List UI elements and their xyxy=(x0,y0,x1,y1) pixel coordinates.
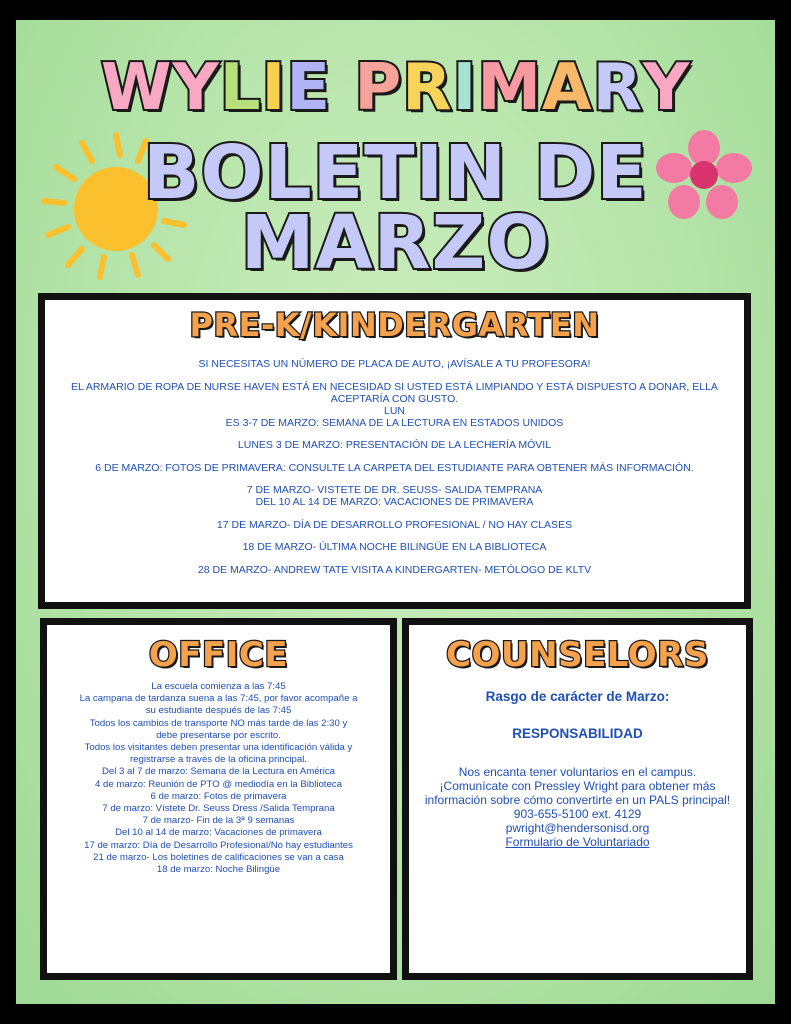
volunteer-text: Nos encanta tener voluntarios en el campus. ¡Comunícate con Pressley Wright para obtener más información sobre cómo convertirte en un PALS principal! xyxy=(424,765,731,807)
newsletter-page xyxy=(16,20,775,1004)
kinder-item: LUNES 3 DE MARZO: PRESENTACIÓN DE LA LECHERÍA MÓVIL xyxy=(237,439,552,451)
kinder-item: EL ARMARIO DE ROPA DE NURSE HAVEN ESTÁ EN NECESIDAD SI USTED ESTÁ LIMPIANDO Y ESTÁ DISPUESTO A DONAR, ELLA ACEPTARÍA CON GUSTO. LUN ES 3-7 DE MARZO: SEMANA DE LA LECTURA EN ESTADOS UNIDOS xyxy=(71,380,718,429)
office-item: Del 3 al 7 de marzo: Semana de la Lectura en América xyxy=(101,766,336,778)
newsletter-title-line2: MARZO xyxy=(240,200,551,286)
office-item: La campana de tardanza suena a las 7:45, por favor acompañe a su estudiante después de las 7:45 xyxy=(79,693,358,717)
office-item: Del 10 al 14 de marzo: Vacaciones de primavera xyxy=(115,827,322,839)
school-name-letter: I xyxy=(261,51,287,125)
office-item: 21 de marzo- Los boletines de calificaciones se van a casa xyxy=(93,851,344,863)
office-item: Todos los cambios de transporte NO más tarde de las 2:30 y xyxy=(89,717,348,729)
office-item: 18 de marzo: Noche Bilingüe xyxy=(156,864,281,876)
school-name-letter: Y xyxy=(642,51,691,125)
school-name-letter: W xyxy=(100,51,173,125)
school-name xyxy=(16,51,775,125)
office-item: 4 de marzo: Reunión de PTO @ mediodía en la Biblioteca xyxy=(95,778,342,790)
kinder-heading: PRE-K/KINDERGARTEN xyxy=(189,306,600,344)
kinder-item: 17 DE MARZO- DÍA DE DESARROLLO PROFESIONAL / NO HAY CLASES xyxy=(216,518,573,531)
school-name-letter: R xyxy=(402,51,453,125)
phone-number: 903-655-5100 ext. 4129 xyxy=(513,807,642,821)
trait-value: RESPONSABILIDAD xyxy=(512,726,643,741)
newsletter-title-line1: BOLETIN DE xyxy=(143,130,648,216)
kinder-card xyxy=(38,293,751,609)
school-name-letter: Y xyxy=(172,51,220,125)
office-item: 17 de marzo: Día de Desarrollo Profesional/No hay estudiantes xyxy=(84,839,353,851)
kinder-item: SI NECESITAS UN NÚMERO DE PLACA DE AUTO, ¡AVÍSALE A TU PROFESORA! xyxy=(198,358,591,370)
volunteer-form-link[interactable]: Formulario de Voluntariado xyxy=(505,835,650,849)
kinder-item: 7 DE MARZO- VISTETE DE DR. SEUSS- SALIDA TEMPRANA DEL 10 AL 14 DE MARZO: VACACIONES DE PRIMAVERA xyxy=(246,484,543,508)
school-name-letter: R xyxy=(592,51,643,125)
title-block xyxy=(16,51,775,125)
counselors-card xyxy=(402,618,753,980)
school-name-letter: I xyxy=(452,51,478,125)
school-name-letter xyxy=(331,56,354,120)
office-list xyxy=(47,681,390,876)
kinder-list xyxy=(45,358,744,576)
school-name-letter: L xyxy=(219,51,262,125)
office-item: 6 de marzo: Fotos de primavera xyxy=(150,790,287,802)
office-heading: OFFICE xyxy=(148,635,289,675)
kinder-item: 18 DE MARZO- ÚLTIMA NOCHE BILINGÜE EN LA BIBLIOTECA xyxy=(242,541,547,553)
office-item: 7 de marzo- Fin de la 3ª 9 semanas xyxy=(142,815,295,827)
office-item: debe presentarse por escrito. xyxy=(156,729,281,741)
counselors-heading: COUNSELORS xyxy=(446,635,709,675)
kinder-item: 28 DE MARZO- ANDREW TATE VISITA A KINDERGARTEN- METÓLOGO DE KLTV xyxy=(197,563,592,576)
office-item: La escuela comienza a las 7:45 xyxy=(151,681,286,692)
school-name-letter: E xyxy=(286,51,332,125)
email-address[interactable]: pwright@hendersonisd.org xyxy=(505,821,650,835)
school-name-letter: P xyxy=(354,51,403,125)
kinder-item: 6 DE MARZO: FOTOS DE PRIMAVERA: CONSULTE LA CARPETA DEL ESTUDIANTE PARA OBTENER MÁS INFORMACIÓN. xyxy=(95,461,694,474)
school-name-letter: M xyxy=(477,51,543,125)
trait-label: Rasgo de carácter de Marzo: xyxy=(485,689,670,704)
office-card xyxy=(40,618,397,980)
school-name-letter: A xyxy=(542,51,593,125)
office-item: Todos los visitantes deben presentar una identificación válida y registrarse a través de la oficina principal. xyxy=(84,742,353,766)
office-item: 7 de marzo: Vístete Dr. Seuss Dress /Salida Temprana xyxy=(102,803,335,815)
